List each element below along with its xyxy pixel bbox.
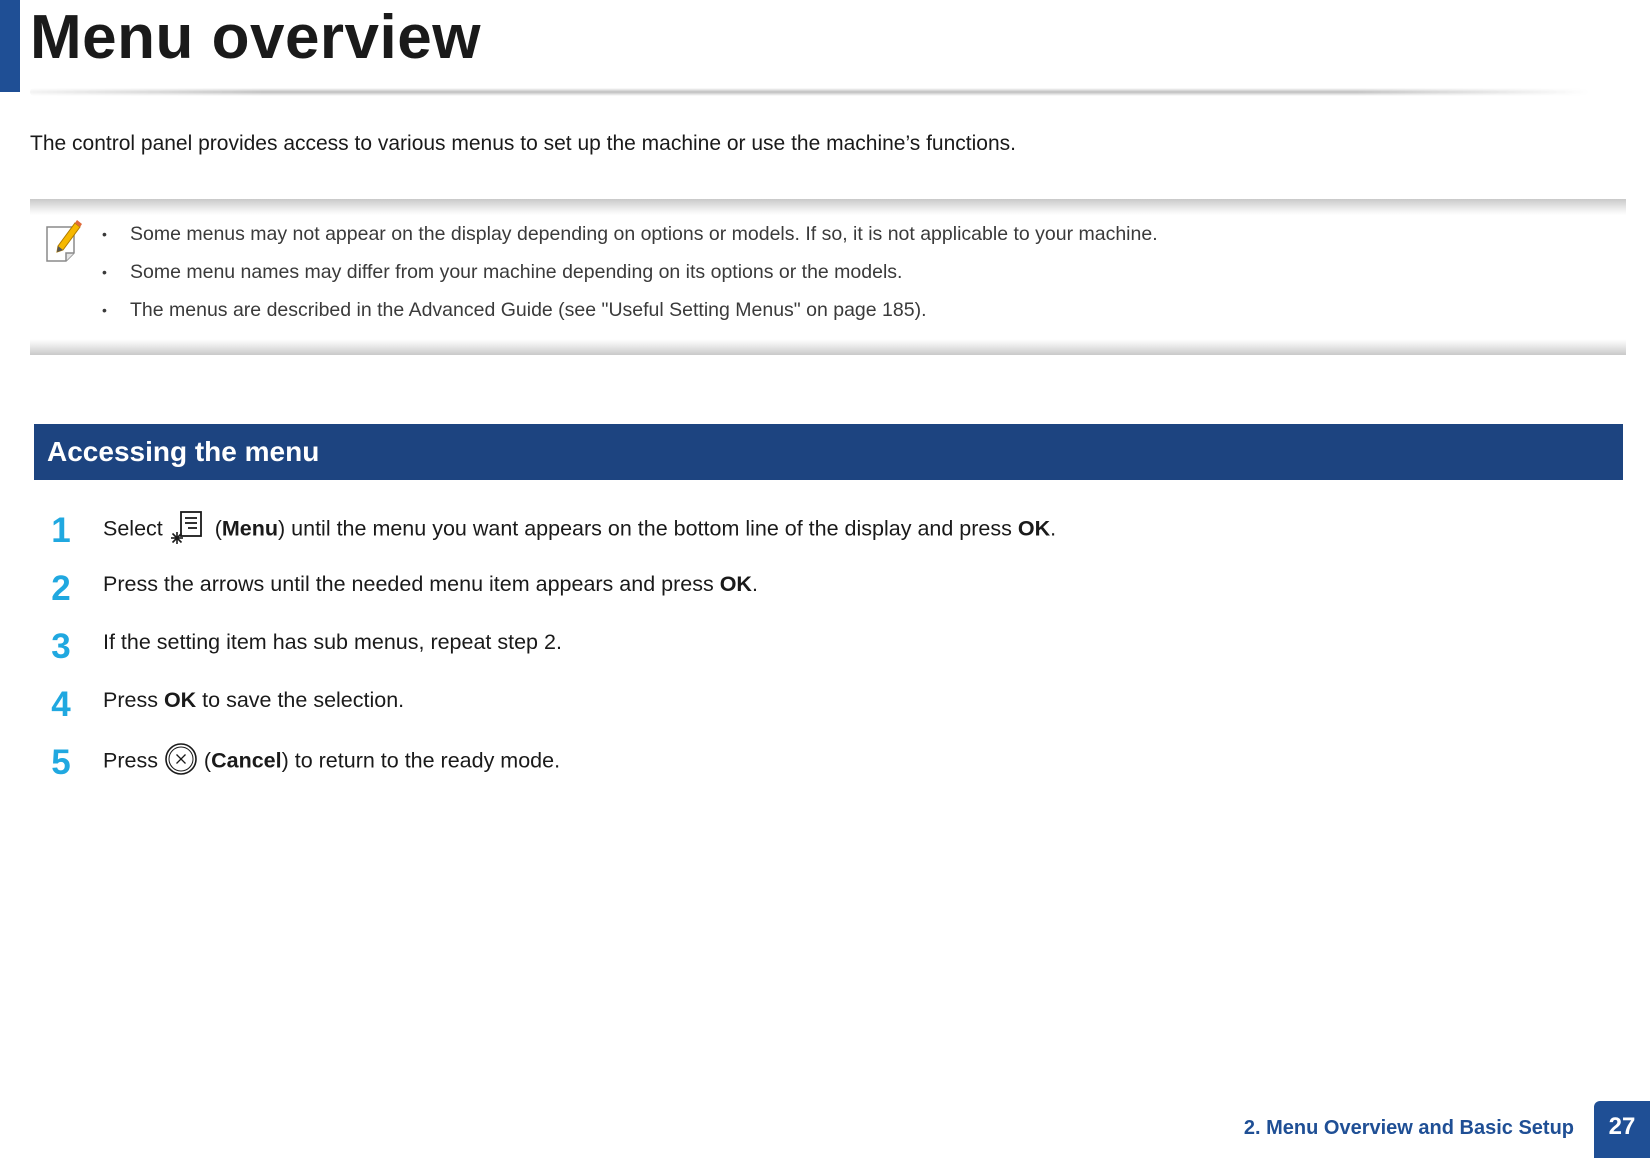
step-number: 1 [51,511,71,550]
section-header: Accessing the menu [34,424,1623,480]
step-number: 5 [51,743,71,782]
note-item: • Some menu names may differ from your machine depending on its options or the models. [102,261,903,283]
note-top-border [30,199,1626,215]
step-number: 2 [51,569,71,608]
page-title: Menu overview [30,3,481,72]
footer-chapter-label: 2. Menu Overview and Basic Setup [1243,1117,1574,1139]
note-item: • The menus are described in the Advanced Guide (see "Useful Setting Menus" on page 185). [102,299,927,321]
intro-paragraph: The control panel provides access to various menus to set up the machine or use the machine’s functions. [30,132,1016,155]
step-number: 4 [51,685,71,724]
note-list [100,215,1158,329]
step-item [0,737,1600,795]
title-divider [30,88,1590,96]
chapter-side-bar [0,0,20,92]
step-item [0,505,1600,563]
note-box [30,199,1626,355]
cancel-icon [164,742,198,776]
note-item: • Some menus may not appear on the display depending on options or models. If so, it is not applicable to your machine. [102,223,1158,245]
step-text: Select (Menu) until the menu you want appears on the bottom line of the display and press OK. [103,513,1056,547]
step-item [0,563,1600,621]
step-item [0,679,1600,737]
step-text: If the setting item has sub menus, repeat step 2. [103,630,562,654]
step-text: Press OK to save the selection. [103,688,405,712]
note-pencil-icon [44,219,84,263]
step-text: Press the arrows until the needed menu item appears and press OK. [103,572,758,596]
menu-icon [169,510,209,544]
step-number: 3 [51,627,71,666]
note-bottom-border [30,339,1626,355]
page-number-badge: 27 [1594,1101,1650,1158]
step-text: Press (Cancel) to return to the ready mode. [103,745,560,779]
step-item [0,621,1600,679]
